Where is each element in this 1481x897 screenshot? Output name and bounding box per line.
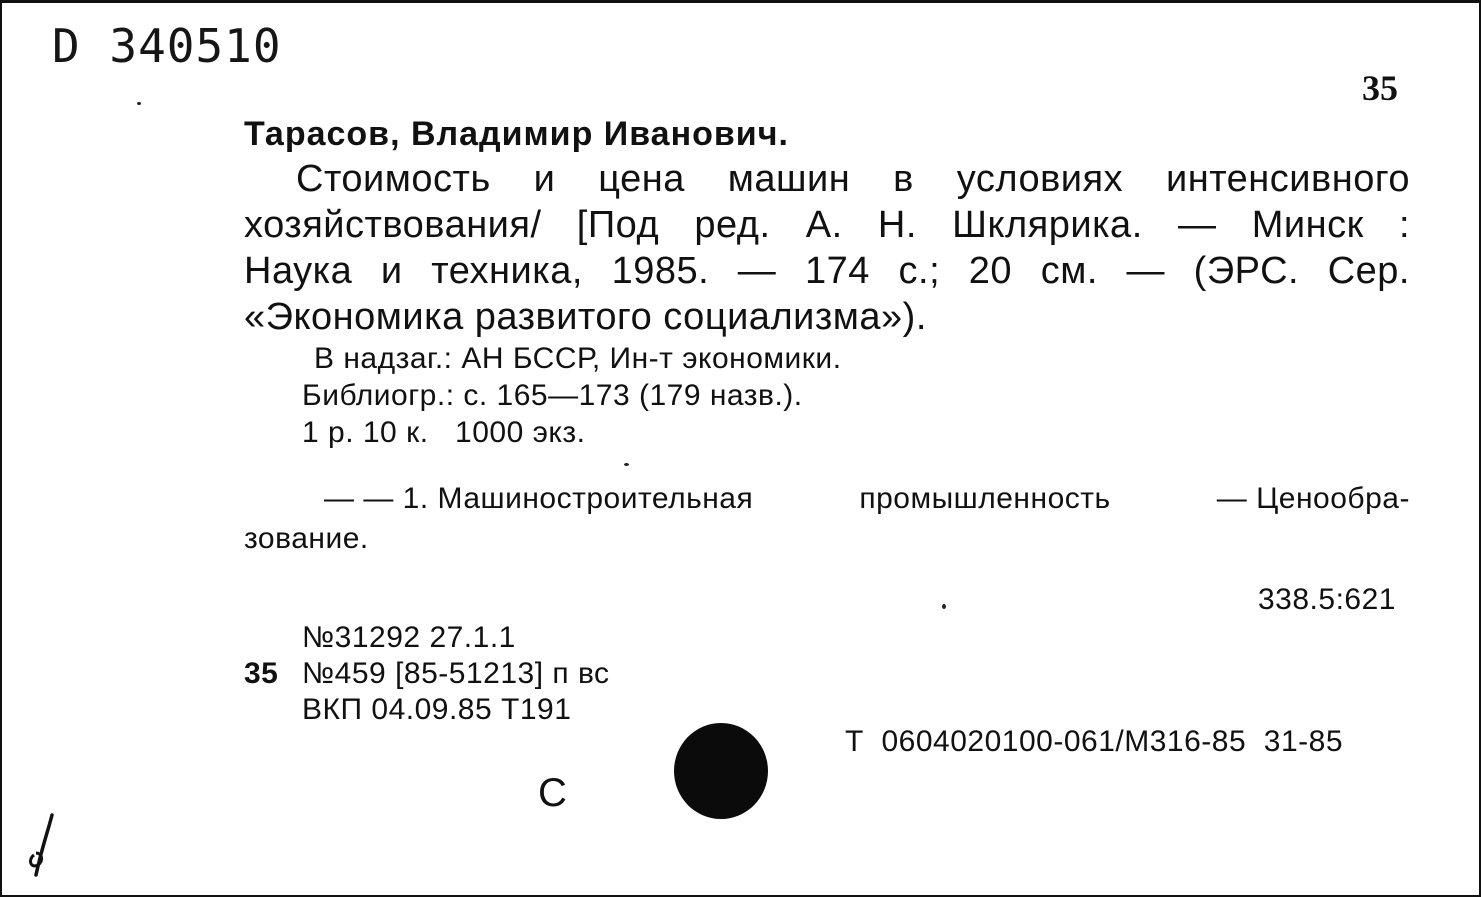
title-line-2-text: хозяйствования/ [Под ред. А. Н. Шклярика. — Минск : <box>244 204 1410 246</box>
subject-line-1-prefix: — — 1. Машиностроительная <box>324 482 754 515</box>
subject-line-1-end: — Ценообра- <box>1216 482 1410 515</box>
service-line-3-spacer <box>244 692 302 728</box>
print-speck <box>137 102 141 105</box>
service-line-2-prefix: 35 <box>244 657 279 690</box>
print-speck <box>624 463 629 466</box>
title-line-2 <box>244 202 1410 248</box>
title-description <box>244 156 1410 340</box>
card-number: 35 <box>1362 68 1398 108</box>
title-line-1 <box>244 156 1410 202</box>
title-line-1-text: Стоимость и цена машин в условиях интенсивного <box>296 158 1410 200</box>
title-line-3 <box>244 248 1410 294</box>
subject-heading <box>244 479 1410 559</box>
service-line-2 <box>244 656 610 692</box>
service-line-3 <box>244 692 610 728</box>
print-speck <box>942 604 946 609</box>
service-block <box>244 620 610 728</box>
title-line-4-text: «Экономика развитого социализма»). <box>244 296 927 338</box>
punch-hole <box>674 723 768 819</box>
note-bibliography: Библиогр.: с. 165—173 (179 назв.). <box>302 379 803 412</box>
subject-line-2: зование. <box>244 522 369 555</box>
author-heading: Тарасов, Владимир Иванович. <box>244 115 789 153</box>
copyright-sign: С <box>538 771 567 815</box>
notes-block <box>302 340 842 451</box>
udc-index: 338.5:621 <box>1258 583 1396 616</box>
service-line-1-text: №31292 27.1.1 <box>302 621 516 654</box>
service-line-1 <box>244 620 610 656</box>
handwritten-mark-icon <box>24 813 64 877</box>
service-line-1-spacer <box>244 620 302 656</box>
service-line-3-text: ВКП 04.09.85 Т191 <box>302 693 572 726</box>
subject-line-1-mid: промышленность <box>859 482 1111 515</box>
note-header-body: В надзаг.: АН БССР, Ин-т экономики. <box>314 342 842 375</box>
title-line-3-text: Наука и техника, 1985. — 174 с.; 20 см. — (ЭРС. Сер. <box>244 250 1410 292</box>
publisher-classmark: Т 0604020100-061/М316-85 31-85 <box>845 725 1344 758</box>
title-line-4 <box>244 294 1410 340</box>
subject-line-1 <box>244 479 1410 519</box>
service-line-2-text: №459 [85-51213] п вс <box>302 657 610 690</box>
handwritten-card-id: D 340510 <box>52 19 282 73</box>
note-price-run: 1 р. 10 к. 1000 экз. <box>302 416 586 449</box>
